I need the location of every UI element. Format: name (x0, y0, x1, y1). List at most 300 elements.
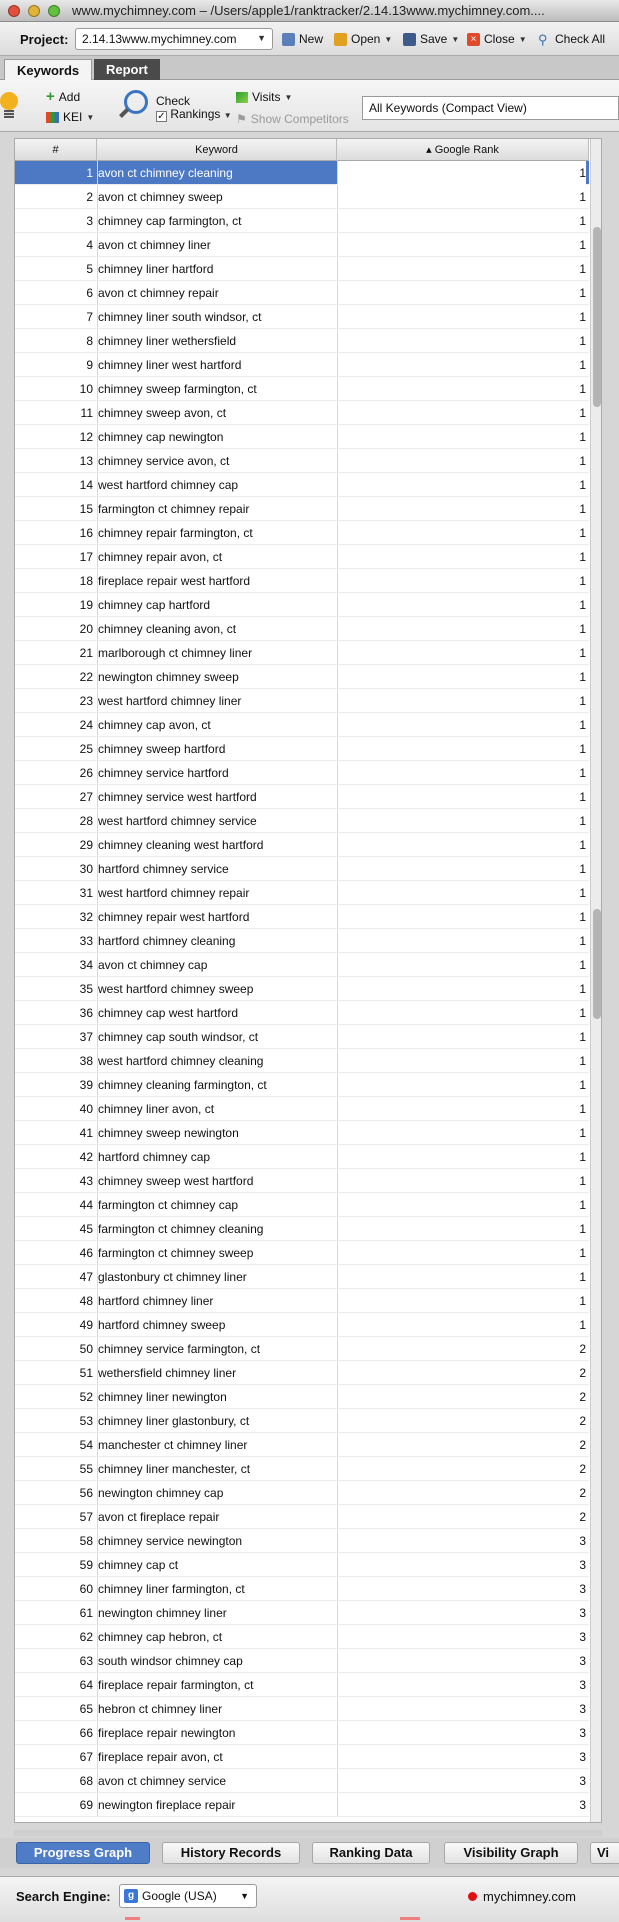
show-competitors-label: Show Competitors (250, 112, 349, 126)
row-number: 54 (79, 1438, 93, 1452)
table-row[interactable] (15, 1721, 589, 1745)
table-row[interactable] (15, 641, 589, 665)
search-engine-value: Google (USA) (142, 1889, 217, 1903)
google-rank-cell: 1 (579, 982, 586, 996)
splitter-handle[interactable] (14, 1830, 602, 1836)
magnifier-handle-icon (119, 108, 129, 118)
table-row[interactable] (15, 1481, 589, 1505)
tab-history-records[interactable]: History Records (162, 1842, 300, 1864)
column-divider (97, 1361, 98, 1384)
chevron-down-icon: ▼ (451, 34, 460, 44)
table-row[interactable] (15, 305, 589, 329)
google-rank-cell: 3 (579, 1726, 586, 1740)
column-divider (97, 1121, 98, 1144)
table-row[interactable] (15, 1025, 589, 1049)
column-divider (97, 161, 98, 184)
keyword-cell: chimney service avon, ct (98, 454, 230, 468)
lightbulb-icon[interactable] (0, 92, 18, 110)
keyword-cell: chimney repair farmington, ct (98, 526, 253, 540)
table-row[interactable] (15, 1433, 589, 1457)
keyword-cell: newington chimney liner (98, 1606, 227, 1620)
visits-button-label: Visits (252, 90, 281, 104)
bottom-tabs (0, 1838, 619, 1868)
table-row[interactable] (15, 1313, 589, 1337)
row-number: 15 (79, 502, 93, 516)
table-row[interactable] (15, 425, 589, 449)
keyword-cell: chimney sweep avon, ct (98, 406, 227, 420)
keyword-cell: chimney liner newington (98, 1390, 227, 1404)
check-all-button[interactable] (538, 32, 605, 46)
keyword-cell: chimney liner hartford (98, 262, 214, 276)
table-row[interactable] (15, 1385, 589, 1409)
column-divider (97, 1409, 98, 1432)
google-rank-cell: 1 (579, 190, 586, 204)
table-row[interactable] (15, 593, 589, 617)
kei-icon (46, 112, 59, 123)
column-divider (97, 281, 98, 304)
table-row[interactable] (15, 497, 589, 521)
column-divider (337, 1337, 338, 1360)
save-icon (403, 33, 416, 46)
row-number: 58 (79, 1534, 93, 1548)
row-number: 35 (79, 982, 93, 996)
table-row[interactable] (15, 329, 589, 353)
keyword-cell: avon ct fireplace repair (98, 1510, 220, 1524)
keyword-cell: avon ct chimney liner (98, 238, 211, 252)
project-label: Project: (20, 32, 69, 47)
column-divider (337, 1169, 338, 1192)
keyword-cell: avon ct chimney service (98, 1774, 227, 1788)
table-row[interactable] (15, 1265, 589, 1289)
table-row[interactable] (15, 401, 589, 425)
table-row[interactable] (15, 1553, 589, 1577)
window-minimize-button[interactable] (28, 5, 40, 17)
column-divider (337, 209, 338, 232)
keyword-cell: chimney service newington (98, 1534, 243, 1548)
table-row[interactable] (15, 857, 589, 881)
window-close-button[interactable] (8, 5, 20, 17)
keyword-cell: avon ct chimney cleaning (98, 166, 233, 180)
column-header-keyword[interactable]: Keyword (97, 139, 337, 161)
column-divider (337, 1025, 338, 1048)
google-rank-cell: 1 (579, 814, 586, 828)
google-rank-cell: 1 (579, 622, 586, 636)
row-number: 57 (79, 1510, 93, 1524)
column-divider (337, 1265, 338, 1288)
google-rank-cell: 2 (579, 1342, 586, 1356)
column-divider (337, 521, 338, 544)
column-divider (337, 833, 338, 856)
scrollbar-thumb-secondary[interactable] (593, 909, 601, 1019)
column-divider (97, 713, 98, 736)
keyword-cell: manchester ct chimney liner (98, 1438, 248, 1452)
column-divider (337, 665, 338, 688)
column-divider (97, 1241, 98, 1264)
column-divider (97, 545, 98, 568)
table-row[interactable] (15, 881, 589, 905)
column-divider (97, 1793, 98, 1816)
row-number: 17 (79, 550, 93, 564)
table-row[interactable] (15, 689, 589, 713)
keyword-cell: west hartford chimney repair (98, 886, 250, 900)
table-row[interactable] (15, 1793, 589, 1817)
table-row[interactable] (15, 1409, 589, 1433)
google-rank-cell: 1 (579, 838, 586, 852)
add-button-label: Add (58, 89, 81, 104)
table-row[interactable] (15, 617, 589, 641)
column-divider (97, 329, 98, 352)
table-row[interactable] (15, 1097, 589, 1121)
row-number: 56 (79, 1486, 93, 1500)
table-row[interactable] (15, 1289, 589, 1313)
google-rank-cell: 3 (579, 1534, 586, 1548)
column-divider (97, 1553, 98, 1576)
column-divider (97, 521, 98, 544)
keyword-cell: marlborough ct chimney liner (98, 646, 253, 660)
keyword-cell: chimney liner south windsor, ct (98, 310, 262, 324)
column-divider (337, 977, 338, 1000)
row-number: 55 (79, 1462, 93, 1476)
tab-ranking-data[interactable]: Ranking Data (312, 1842, 430, 1864)
row-number: 12 (79, 430, 93, 444)
row-number: 24 (79, 718, 93, 732)
column-divider (97, 929, 98, 952)
column-divider (337, 1001, 338, 1024)
column-divider (337, 593, 338, 616)
column-divider (97, 1169, 98, 1192)
google-rank-cell: 1 (579, 934, 586, 948)
keyword-cell: hartford chimney service (98, 862, 229, 876)
row-number: 66 (79, 1726, 93, 1740)
add-button[interactable] (46, 88, 80, 105)
row-number: 62 (79, 1630, 93, 1644)
table-row[interactable] (15, 1745, 589, 1769)
keyword-cell: fireplace repair farmington, ct (98, 1678, 254, 1692)
table-row[interactable] (15, 1505, 589, 1529)
column-divider (337, 641, 338, 664)
table-row[interactable] (15, 713, 589, 737)
google-rank-cell: 1 (579, 790, 586, 804)
column-divider (337, 1505, 338, 1528)
row-number: 8 (86, 334, 93, 348)
table-row[interactable] (15, 1673, 589, 1697)
row-number: 16 (79, 526, 93, 540)
column-divider (337, 185, 338, 208)
column-divider (337, 1769, 338, 1792)
table-row[interactable] (15, 953, 589, 977)
save-button-label: Save (420, 32, 448, 46)
save-button[interactable] (403, 32, 459, 46)
google-rank-cell: 3 (579, 1798, 586, 1812)
new-button[interactable] (282, 32, 323, 46)
table-row[interactable] (15, 1697, 589, 1721)
table-row[interactable] (15, 1649, 589, 1673)
column-divider (337, 1217, 338, 1240)
tab-overflow[interactable]: Vi (590, 1842, 619, 1864)
window-title: www.mychimney.com – /Users/apple1/ranktracker/2.14.13www.mychimney.com.... (72, 3, 545, 18)
table-row[interactable] (15, 1049, 589, 1073)
google-rank-cell: 1 (579, 1246, 586, 1260)
column-divider (337, 785, 338, 808)
close-button[interactable] (467, 32, 527, 46)
search-engine-select[interactable] (119, 1884, 257, 1908)
table-row[interactable] (15, 473, 589, 497)
row-number: 50 (79, 1342, 93, 1356)
column-divider (97, 305, 98, 328)
table-row[interactable] (15, 353, 589, 377)
google-rank-cell: 1 (579, 742, 586, 756)
table-row[interactable] (15, 1241, 589, 1265)
google-rank-cell: 2 (579, 1414, 586, 1428)
google-rank-cell: 1 (579, 262, 586, 276)
project-select[interactable] (75, 28, 273, 50)
google-rank-cell: 3 (579, 1750, 586, 1764)
table-row[interactable] (15, 569, 589, 593)
table-header (15, 139, 589, 161)
tab-progress-graph[interactable]: Progress Graph (16, 1842, 150, 1864)
column-divider (97, 425, 98, 448)
google-rank-cell: 1 (579, 910, 586, 924)
row-number: 14 (79, 478, 93, 492)
row-number: 63 (79, 1654, 93, 1668)
google-rank-cell: 2 (579, 1438, 586, 1452)
column-divider (97, 1697, 98, 1720)
column-divider (97, 689, 98, 712)
keyword-cell: hartford chimney cap (98, 1150, 211, 1164)
keyword-cell: newington chimney cap (98, 1486, 224, 1500)
column-divider (97, 473, 98, 496)
table-row[interactable] (15, 233, 589, 257)
table-row[interactable] (15, 977, 589, 1001)
google-rank-cell: 1 (579, 1174, 586, 1188)
table-row[interactable] (15, 1169, 589, 1193)
check-rankings-button[interactable] (156, 95, 232, 122)
chevron-down-icon: ▼ (518, 34, 527, 44)
table-row[interactable] (15, 665, 589, 689)
table-row[interactable] (15, 905, 589, 929)
row-number: 21 (79, 646, 93, 660)
row-number: 51 (79, 1366, 93, 1380)
table-row[interactable] (15, 761, 589, 785)
column-divider (97, 1337, 98, 1360)
keyword-cell: wethersfield chimney liner (98, 1366, 237, 1380)
tab-keywords[interactable]: Keywords (4, 59, 92, 80)
vertical-scrollbar[interactable] (590, 139, 602, 1823)
column-divider (337, 1553, 338, 1576)
column-divider (97, 1601, 98, 1624)
close-icon: × (467, 33, 480, 46)
column-divider (97, 1001, 98, 1024)
table-row[interactable] (15, 1193, 589, 1217)
keyword-cell: farmington ct chimney cap (98, 1198, 239, 1212)
row-number: 42 (79, 1150, 93, 1164)
google-rank-cell: 1 (579, 886, 586, 900)
column-header-number[interactable]: # (15, 139, 97, 161)
window-zoom-button[interactable] (48, 5, 60, 17)
google-rank-cell: 1 (579, 526, 586, 540)
google-rank-cell: 1 (579, 646, 586, 660)
close-button-label: Close (484, 32, 515, 46)
row-number: 41 (79, 1126, 93, 1140)
table-row[interactable] (15, 521, 589, 545)
table-row[interactable] (15, 1001, 589, 1025)
keyword-cell: chimney service hartford (98, 766, 229, 780)
folder-icon (334, 33, 347, 46)
keyword-cell: chimney sweep farmington, ct (98, 382, 257, 396)
keyword-cell: chimney cap hebron, ct (98, 1630, 223, 1644)
keyword-cell: avon ct chimney cap (98, 958, 208, 972)
table-row[interactable] (15, 1529, 589, 1553)
table-row[interactable] (15, 377, 589, 401)
table-row[interactable] (15, 161, 589, 185)
column-divider (337, 1073, 338, 1096)
keyword-cell: chimney liner wethersfield (98, 334, 237, 348)
table-row[interactable] (15, 449, 589, 473)
keyword-cell: chimney sweep newington (98, 1126, 239, 1140)
table-row[interactable] (15, 1073, 589, 1097)
column-divider (337, 689, 338, 712)
row-number: 4 (86, 238, 93, 252)
show-competitors-button[interactable] (236, 112, 349, 126)
table-row[interactable] (15, 257, 589, 281)
row-number: 49 (79, 1318, 93, 1332)
table-row[interactable] (15, 1769, 589, 1793)
column-divider (97, 617, 98, 640)
chevron-down-icon: ▼ (284, 92, 293, 102)
column-divider (97, 569, 98, 592)
keyword-cell: west hartford chimney cap (98, 478, 239, 492)
row-number: 6 (86, 286, 93, 300)
table-row[interactable] (15, 1121, 589, 1145)
column-divider (337, 809, 338, 832)
column-header-google-rank[interactable] (337, 139, 589, 161)
google-rank-cell: 1 (579, 1054, 586, 1068)
column-divider (337, 1721, 338, 1744)
plus-icon: + (46, 88, 55, 105)
row-number: 33 (79, 934, 93, 948)
column-divider (97, 1649, 98, 1672)
row-number: 11 (80, 406, 93, 420)
column-divider (97, 833, 98, 856)
column-divider (337, 1625, 338, 1648)
column-divider (337, 1289, 338, 1312)
visits-icon (236, 92, 248, 103)
column-divider (337, 1697, 338, 1720)
chevron-down-icon: ▼ (384, 34, 393, 44)
column-divider (337, 473, 338, 496)
keyword-cell: chimney cap west hartford (98, 1006, 239, 1020)
keyword-cell: hartford chimney cleaning (98, 934, 236, 948)
check-rankings-line1: Check (156, 94, 191, 108)
table-row[interactable] (15, 785, 589, 809)
keywords-table (14, 138, 602, 1823)
tab-visibility-graph[interactable]: Visibility Graph (444, 1842, 578, 1864)
row-number: 59 (79, 1558, 93, 1572)
google-rank-cell: 1 (337, 161, 586, 185)
column-divider (337, 1049, 338, 1072)
row-number: 53 (79, 1414, 93, 1428)
keyword-cell: farmington ct chimney sweep (98, 1246, 254, 1260)
row-number: 68 (79, 1774, 93, 1788)
table-row[interactable] (15, 185, 589, 209)
view-select[interactable]: All Keywords (Compact View) (362, 96, 619, 120)
keyword-cell: chimney repair west hartford (98, 910, 250, 924)
table-row[interactable] (15, 1337, 589, 1361)
column-divider (337, 1121, 338, 1144)
kei-button[interactable] (46, 110, 94, 124)
row-number: 23 (79, 694, 93, 708)
graph-preview-line (100, 1917, 600, 1920)
google-rank-cell: 1 (579, 1294, 586, 1308)
column-divider (97, 1529, 98, 1552)
scrollbar-thumb[interactable] (593, 227, 601, 407)
column-divider (337, 281, 338, 304)
table-row[interactable] (15, 1601, 589, 1625)
column-divider (97, 881, 98, 904)
column-divider (337, 401, 338, 424)
table-row[interactable] (15, 929, 589, 953)
visits-button[interactable] (236, 90, 292, 104)
table-row[interactable] (15, 281, 589, 305)
google-rank-cell: 3 (579, 1582, 586, 1596)
column-divider (97, 1505, 98, 1528)
google-rank-cell: 3 (579, 1630, 586, 1644)
google-rank-cell: 2 (579, 1390, 586, 1404)
new-button-label: New (299, 32, 324, 46)
column-divider (337, 713, 338, 736)
table-row[interactable] (15, 809, 589, 833)
google-rank-cell: 2 (579, 1510, 586, 1524)
google-icon: g (124, 1889, 138, 1903)
table-row[interactable] (15, 545, 589, 569)
column-divider (337, 905, 338, 928)
column-divider (337, 257, 338, 280)
chevron-down-icon: ▼ (223, 111, 232, 120)
column-divider (97, 665, 98, 688)
table-row[interactable] (15, 1625, 589, 1649)
row-number: 9 (86, 358, 93, 372)
column-divider (97, 1265, 98, 1288)
column-divider (337, 545, 338, 568)
table-row[interactable] (15, 1457, 589, 1481)
column-divider (337, 761, 338, 784)
column-divider (337, 1241, 338, 1264)
row-number: 20 (79, 622, 93, 636)
table-row[interactable] (15, 1217, 589, 1241)
column-divider (337, 1313, 338, 1336)
row-number: 43 (79, 1174, 93, 1188)
keyword-cell: chimney liner west hartford (98, 358, 242, 372)
check-rankings-checkbox[interactable]: ✓ (157, 111, 166, 122)
table-row[interactable] (15, 1361, 589, 1385)
table-row[interactable] (15, 209, 589, 233)
table-row[interactable] (15, 737, 589, 761)
row-number: 65 (79, 1702, 93, 1716)
open-button[interactable] (334, 32, 392, 46)
column-divider (337, 569, 338, 592)
table-row[interactable] (15, 1577, 589, 1601)
table-row[interactable] (15, 833, 589, 857)
chevron-down-icon: ▼ (257, 33, 266, 43)
row-number: 26 (79, 766, 93, 780)
table-row[interactable] (15, 1145, 589, 1169)
google-rank-cell: 1 (579, 214, 586, 228)
row-number: 7 (86, 310, 93, 324)
tab-report[interactable]: Report (94, 59, 160, 80)
lightbulb-base-icon (4, 110, 14, 118)
main-tabs (0, 56, 619, 80)
row-number: 67 (79, 1750, 93, 1764)
